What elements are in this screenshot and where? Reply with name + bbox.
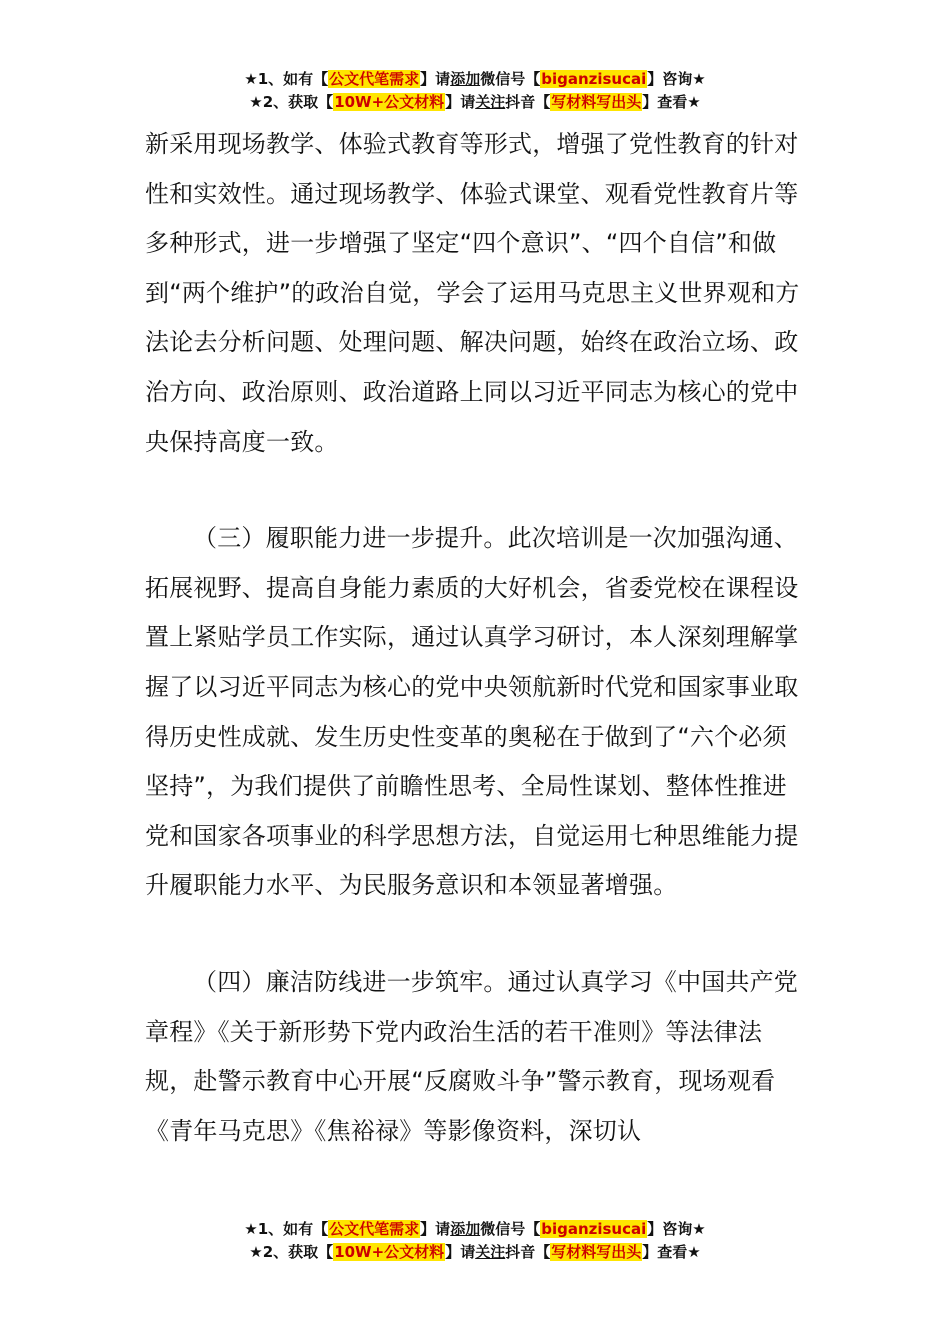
banner-emphasis: 添加: [450, 70, 481, 88]
banner-text: 】请: [445, 93, 476, 111]
banner-highlight: 公文代笔需求: [329, 1220, 420, 1238]
banner-text: ★1、如有【: [244, 70, 329, 88]
banner-text: ★2、获取【: [249, 1243, 334, 1261]
paragraph-continuation: 新采用现场教学、体验式教育等形式，增强了党性教育的针对性和实效性。通过现场教学、体验式课堂、观看党性教育片等多种形式，进一步增强了坚定“四个意识”、“四个自信”和做到“两个维护”的政治自觉，学会了运用马克思主义世界观和方法论去分析问题、处理问题、解决问题，始终在政治立场、政治方向、政治原则、政治道路上同以习近平同志为核心的党中央保持高度一致。: [145, 130, 800, 456]
banner-text: 微信号【: [480, 70, 541, 88]
banner-line-2: [0, 91, 950, 114]
banner-wechat-id: biganzisucai: [541, 70, 647, 88]
banner-text: 】咨询★: [647, 1220, 706, 1238]
banner-text: 抖音【: [505, 93, 551, 111]
paragraph-section-3: （三）履职能力进一步提升。此次培训是一次加强沟通、拓展视野、提高自身能力素质的大好机会，省委党校在课程设置上紧贴学员工作实际，通过认真学习研讨，本人深刻理解掌握了以习近平同志为核心的党中央领航新时代党和国家事业取得历史性成就、发生历史性变革的奥秘在于做到了“六个必须坚持”，为我们提供了前瞻性思考、全局性谋划、整体性推进党和国家各项事业的科学思想方法，自觉运用七种思维能力提升履职能力水平、为民服务意识和本领显著增强。: [145, 524, 799, 900]
banner-text: 】请: [420, 70, 451, 88]
banner-emphasis: 关注: [475, 1243, 506, 1261]
banner-highlight: 10W+公文材料: [334, 93, 445, 111]
banner-text: 微信号【: [480, 1220, 541, 1238]
banner-text: ★1、如有【: [244, 1220, 329, 1238]
header-banner: [0, 68, 950, 114]
banner-text: 】咨询★: [647, 70, 706, 88]
banner-emphasis: 添加: [450, 1220, 481, 1238]
banner-douyin-id: 写材料写出头: [551, 1243, 642, 1261]
banner-line-1: [0, 68, 950, 91]
banner-text: 】请: [420, 1220, 451, 1238]
banner-text: 】请: [445, 1243, 476, 1261]
banner-douyin-id: 写材料写出头: [551, 93, 642, 111]
banner-line-1: [0, 1218, 950, 1241]
banner-text: ★2、获取【: [249, 93, 334, 111]
paragraph-gap: [145, 467, 805, 514]
banner-emphasis: 关注: [475, 93, 506, 111]
paragraph-section-4: （四）廉洁防线进一步筑牢。通过认真学习《中国共产党章程》《关于新形势下党内政治生活的若干准则》等法律法规，赴警示教育中心开展“反腐败斗争”警示教育，现场观看《青年马克思》《焦裕禄》等影像资料，深切认: [145, 967, 798, 1145]
banner-highlight: 公文代笔需求: [329, 70, 420, 88]
banner-text: 】查看★: [642, 1243, 701, 1261]
footer-banner: [0, 1218, 950, 1264]
banner-text: 】查看★: [642, 93, 701, 111]
banner-highlight: 10W+公文材料: [334, 1243, 445, 1261]
banner-text: 抖音【: [505, 1243, 551, 1261]
paragraph-gap: [145, 911, 805, 958]
banner-wechat-id: biganzisucai: [541, 1220, 647, 1238]
document-body: [145, 120, 805, 1156]
banner-line-2: [0, 1241, 950, 1264]
